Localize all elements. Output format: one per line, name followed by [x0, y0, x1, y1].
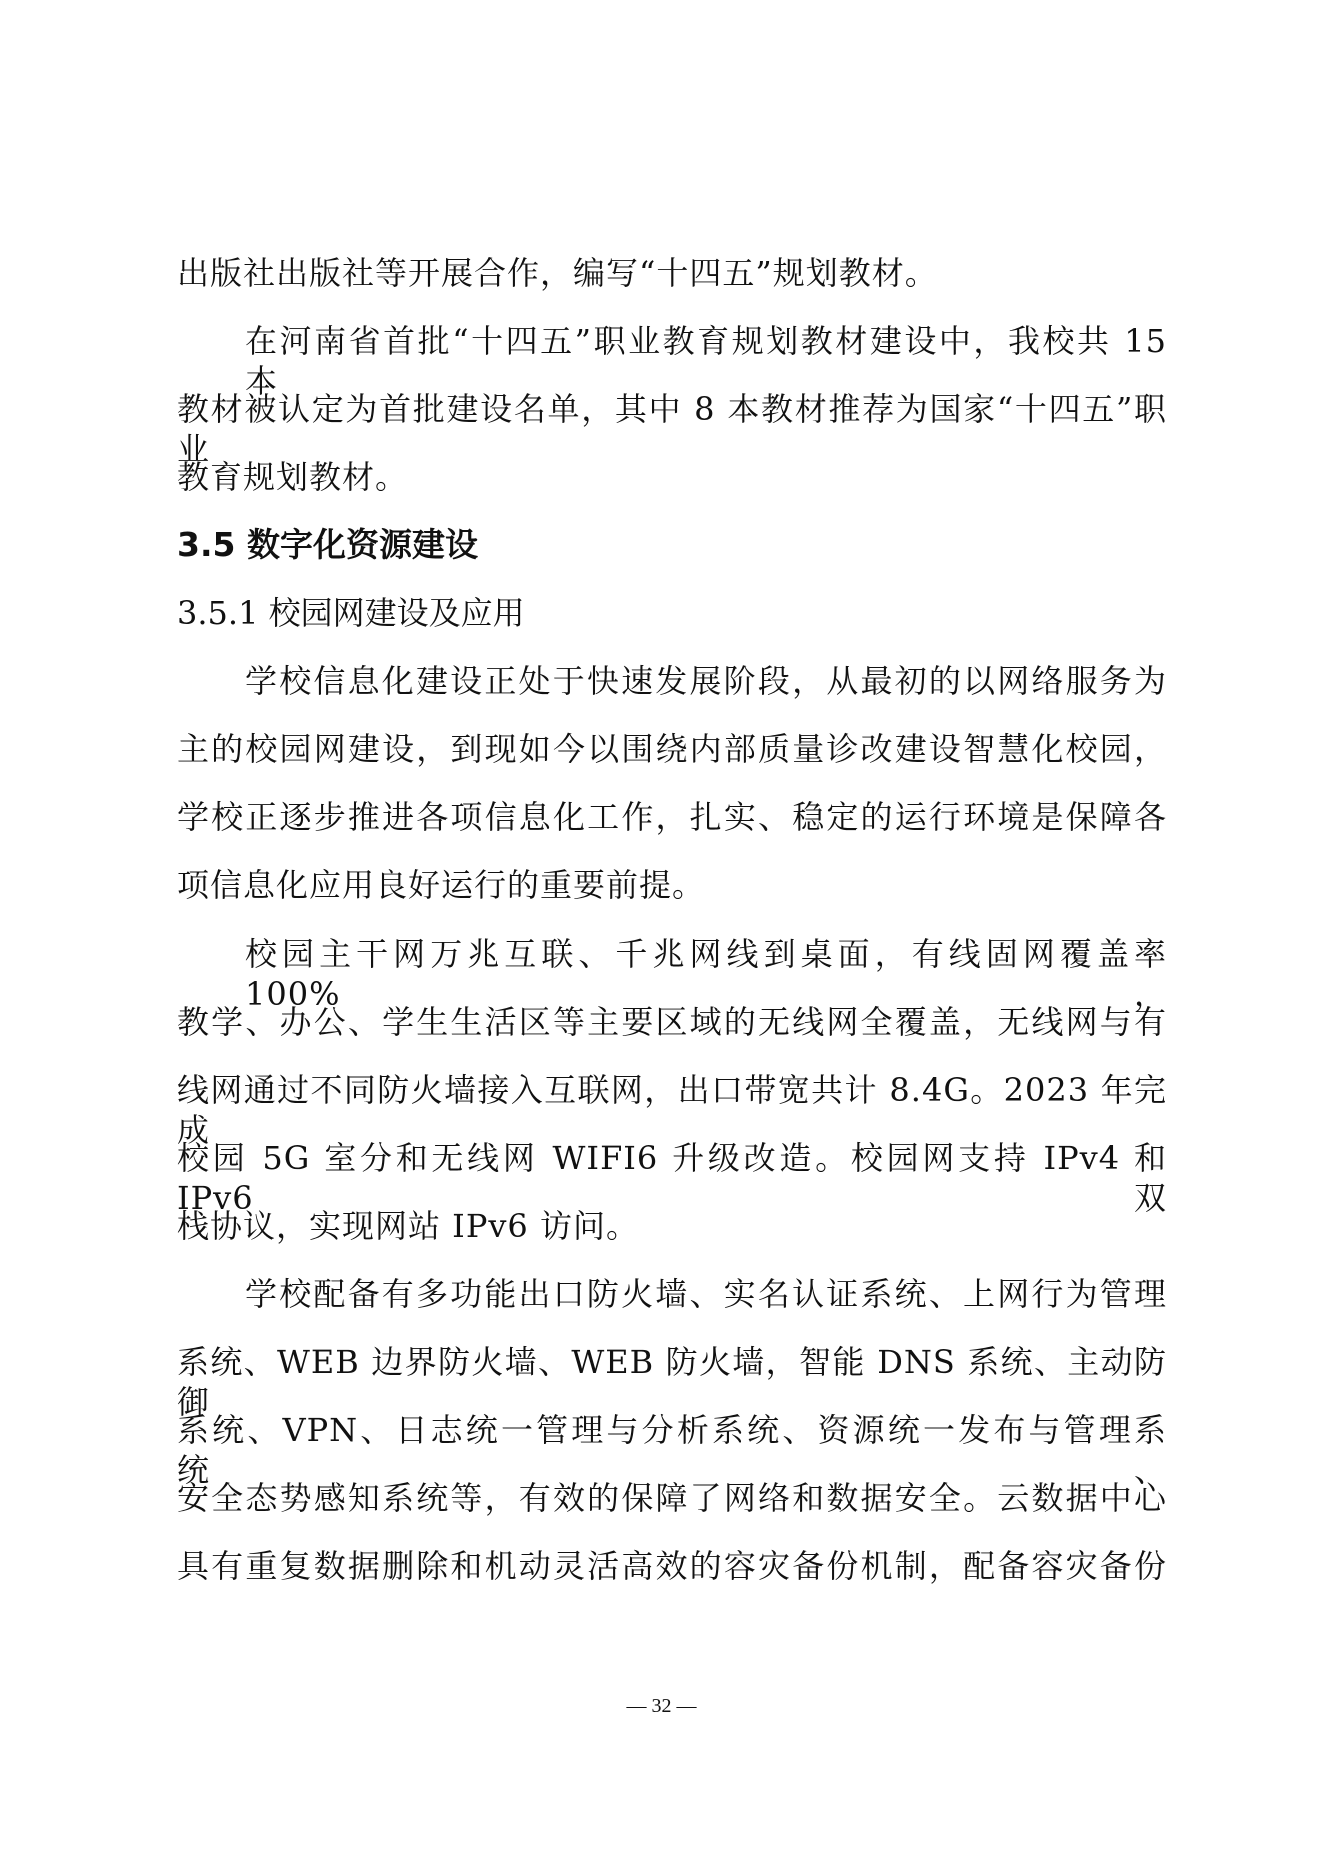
paragraph-line: 学校正逐步推进各项信息化工作，扎实、稳定的运行环境是保障各: [177, 798, 1167, 836]
paragraph-line: 学校配备有多功能出口防火墙、实名认证系统、上网行为管理: [245, 1275, 1167, 1313]
paragraph-line: 教育规划教材。: [177, 458, 409, 496]
paragraph-line: 具有重复数据删除和机动灵活高效的容灾备份机制，配备容灾备份: [177, 1547, 1167, 1585]
paragraph-line: 在河南省首批“十四五”职业教育规划教材建设中，我校共 15 本: [245, 322, 1167, 400]
paragraph-line: 系统、WEB 边界防火墙、WEB 防火墙，智能 DNS 系统、主动防御: [177, 1343, 1167, 1421]
page-number: — 32 —: [626, 1695, 697, 1717]
paragraph-line: 线网通过不同防火墙接入互联网，出口带宽共计 8.4G。2023 年完成: [177, 1071, 1167, 1149]
paragraph-line: 校园主干网万兆互联、千兆网线到桌面，有线固网覆盖率 100%，: [245, 935, 1167, 1013]
paragraph-line: 出版社出版社等开展合作，编写“十四五”规划教材。: [177, 254, 938, 292]
paragraph-line: 教材被认定为首批建设名单，其中 8 本教材推荐为国家“十四五”职业: [177, 390, 1167, 468]
section-heading: 3.5 数字化资源建设: [177, 525, 478, 564]
paragraph-line: 教学、办公、学生生活区等主要区域的无线网全覆盖，无线网与有: [177, 1003, 1167, 1041]
paragraph-line: 栈协议，实现网站 IPv6 访问。: [177, 1207, 639, 1245]
subsection-heading: 3.5.1 校园网建设及应用: [177, 594, 525, 632]
paragraph-line: 安全态势感知系统等，有效的保障了网络和数据安全。云数据中心: [177, 1479, 1167, 1517]
paragraph-line: 项信息化应用良好运行的重要前提。: [177, 866, 706, 904]
paragraph-line: 系统、VPN、日志统一管理与分析系统、资源统一发布与管理系统、: [177, 1411, 1167, 1489]
paragraph-line: 校园 5G 室分和无线网 WIFI6 升级改造。校园网支持 IPv4 和 IPv6 双: [177, 1139, 1167, 1217]
paragraph-line: 学校信息化建设正处于快速发展阶段，从最初的以网络服务为: [245, 662, 1167, 700]
paragraph-line: 主的校园网建设，到现如今以围绕内部质量诊改建设智慧化校园，: [177, 730, 1167, 768]
